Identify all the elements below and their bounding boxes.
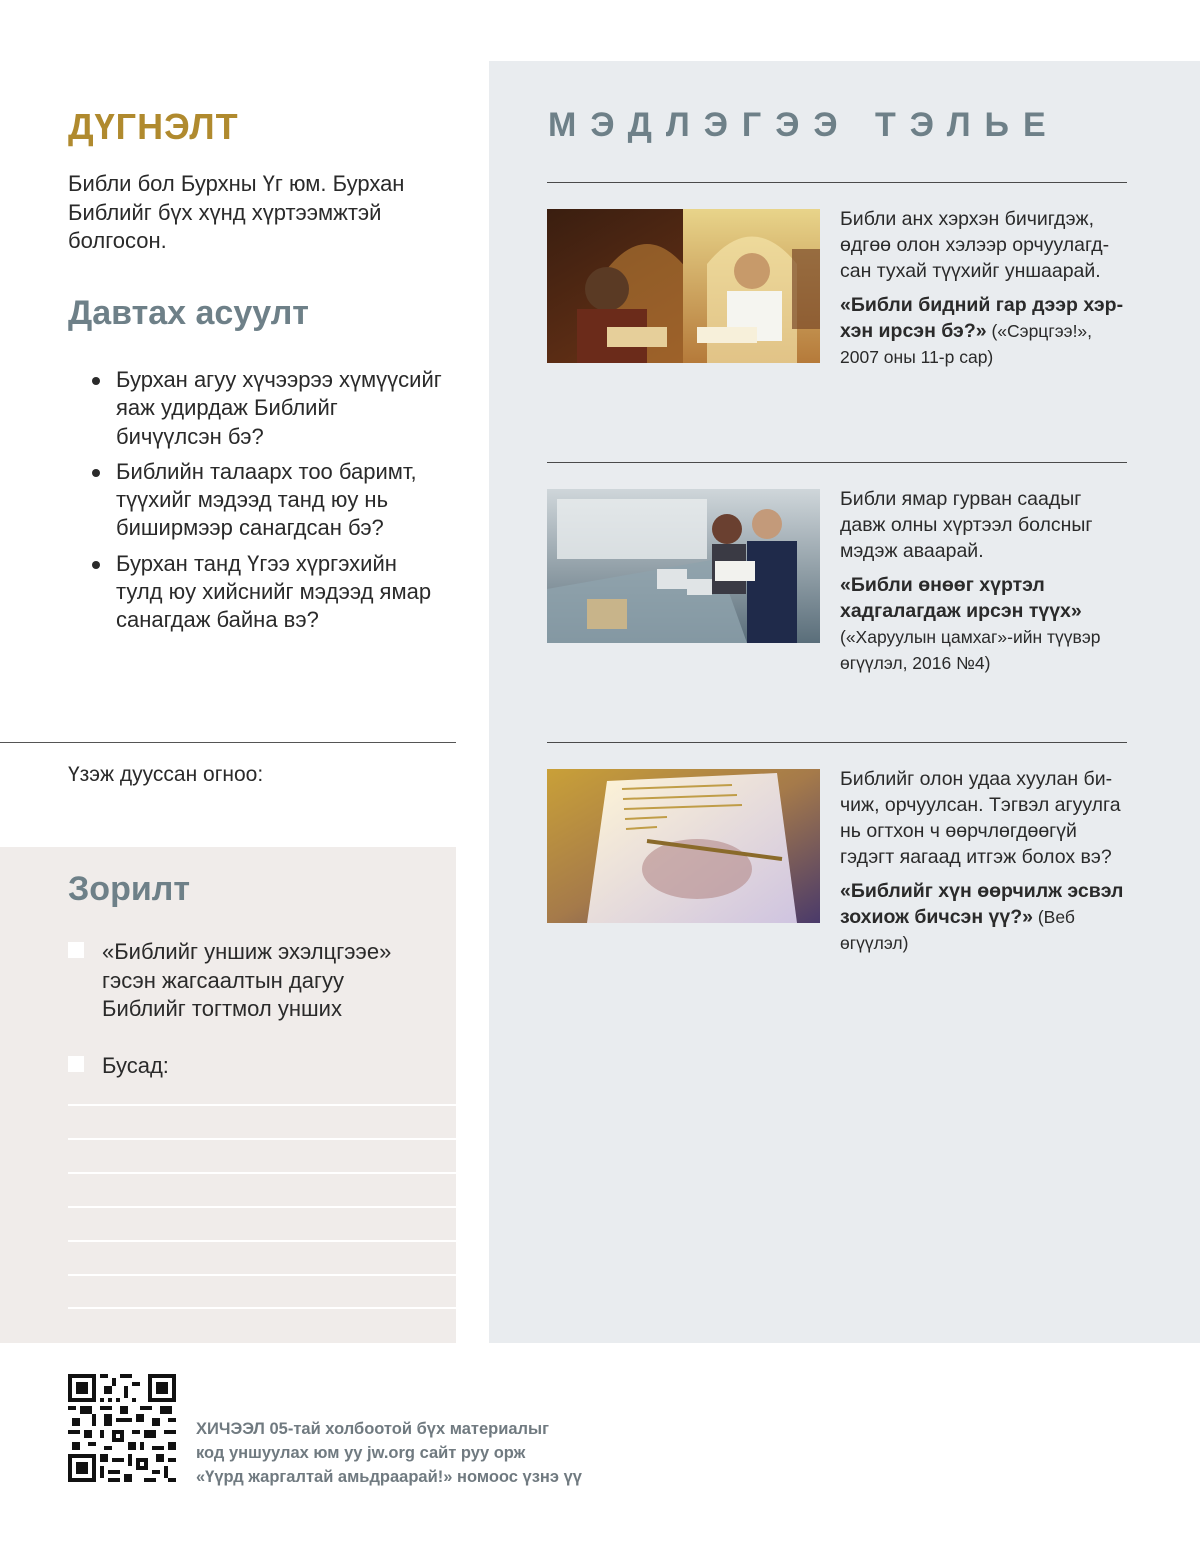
deepen-item-1 <box>840 206 1130 370</box>
item-description: Библи анх хэрхэн бичигдэж, өдгөө олон хэлээр орчуулагдсан тухай түүхийг уншаарай. <box>840 208 1110 282</box>
scribe-and-modern-reader-image <box>547 209 820 363</box>
checkbox-other[interactable] <box>68 1056 84 1072</box>
bullet-icon <box>92 561 100 569</box>
bullet-icon <box>92 377 100 385</box>
write-line[interactable] <box>68 1307 456 1309</box>
item-reference[interactable] <box>840 292 1130 370</box>
summary-heading: ДҮГНЭЛТ <box>68 106 239 147</box>
review-question-text: Бурхан агуу хүчээрээ хүмүүсийг яаж удирдаж Библийг бичүүлсэн бэ? <box>116 367 442 449</box>
deepen-item-2 <box>840 486 1130 676</box>
review-question <box>92 458 442 543</box>
summary-text: Библи бол Бурхны Үг юм. Бурхан Библийг бүх хүнд хүртээмжтэй болгосон. <box>68 171 405 253</box>
deepen-heading: МЭДЛЭГЭЭ ТЭЛЬЕ <box>548 106 1060 144</box>
divider <box>547 742 1127 743</box>
item-source: (Веб өгүүлэл) <box>840 907 1075 953</box>
divider <box>547 182 1127 183</box>
review-heading: Давтах асуулт <box>68 294 309 332</box>
review-question-list <box>92 366 442 642</box>
footer-line: ХИЧЭЭЛ 05-тай холбоотой бүх материалыг <box>196 1420 550 1438</box>
hand-writing-manuscript-image <box>547 769 820 923</box>
item-source: («Сэрцгээ!», 2007 оны 11-р сар) <box>840 321 1093 367</box>
review-question <box>92 366 442 451</box>
review-question-text: Библийн талаарх тоо баримт, түүхийг мэдээд танд юу нь биширмээр санагдсан бэ? <box>116 458 417 541</box>
write-line[interactable] <box>68 1274 456 1276</box>
write-line[interactable] <box>68 1206 456 1208</box>
divider <box>547 462 1127 463</box>
item-description: Библийг олон удаа хуулан бичиж, орчуулсан. Тэгвэл агуулга нь огтхон ч өөрчлөгдөөгүй гэдэгт яагаад итгэж болох вэ? <box>840 768 1121 868</box>
goal-panel <box>0 847 456 1343</box>
item-reference[interactable] <box>840 878 1130 956</box>
footer-line: «Үүрд жаргалтай амьдраарай!» номоос үзнэ үү <box>196 1468 582 1486</box>
item-reference[interactable] <box>840 572 1130 676</box>
item-title[interactable]: «Библи бидний гар дээр хэрхэн ирсэн бэ?» <box>840 294 1124 342</box>
item-title[interactable]: «Библи өнөөг хүртэл хадгалагдаж ирсэн түүх» <box>840 574 1082 622</box>
deepen-item-3 <box>840 766 1130 956</box>
checkbox-bible-reading[interactable] <box>68 942 84 958</box>
item-source: («Харуулын цамхаг»-ийн түүвэр өгүүлэл, 2016 №4) <box>840 627 1101 673</box>
completed-date-label: Үзэж дууссан огноо: <box>68 763 264 786</box>
review-question <box>92 550 442 635</box>
goal-item-text: «Библийг уншиж эхэлцгээе» гэсэн жагсаалтын дагуу Библийг тогтмол унших <box>102 939 392 1021</box>
item-title[interactable]: «Библийг хүн өөрчилж эсвэл зохиож бичсэн үү?» <box>840 880 1124 928</box>
item-description: Библи ямар гурван саадыг давж олны хүртээл болсныг мэдэж аваарай. <box>840 488 1093 562</box>
goal-item-bible-reading <box>68 938 438 1028</box>
goal-item-text: Бусад: <box>102 1053 169 1078</box>
qr-code-icon[interactable] <box>68 1374 176 1482</box>
write-line[interactable] <box>68 1138 456 1140</box>
divider <box>0 742 456 743</box>
write-line[interactable] <box>68 1104 456 1106</box>
footer-line: код уншуулах юм уу jw.org сайт руу орж <box>196 1444 526 1462</box>
review-question-text: Бурхан танд Үгээ хүргэхийн тулд юу хийснийг мэдээд ямар санагдаж байна вэ? <box>116 550 432 633</box>
museum-couple-image <box>547 489 820 643</box>
write-line[interactable] <box>68 1240 456 1242</box>
goal-heading: Зорилт <box>68 870 190 908</box>
bullet-icon <box>92 469 100 477</box>
footer-text <box>196 1417 676 1489</box>
write-line[interactable] <box>68 1172 456 1174</box>
goal-item-other <box>68 1052 438 1082</box>
